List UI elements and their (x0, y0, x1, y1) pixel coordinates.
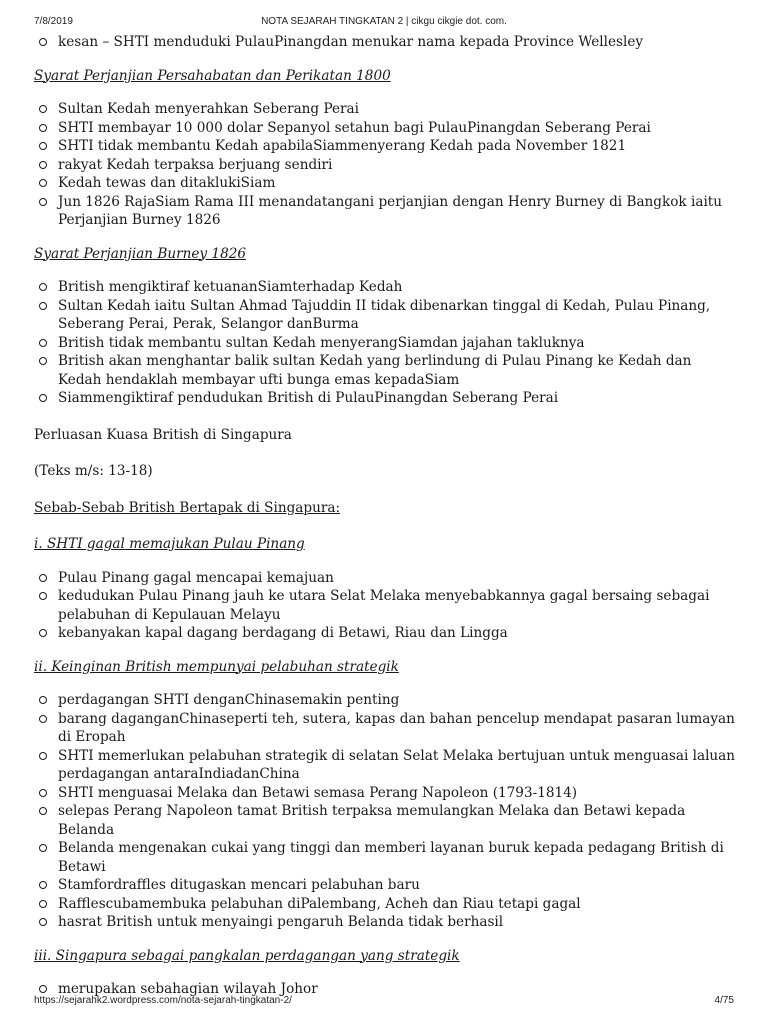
bullet-icon (39, 629, 47, 637)
print-date: 7/8/2019 (34, 16, 73, 27)
bullet-icon (39, 394, 47, 402)
list-item: Rafflescubamembuka pelabuhan diPalembang, Acheh dan Riau tetapi gagal (34, 895, 738, 914)
paragraph-sebab-heading: Sebab-Sebab British Bertapak di Singapura: (34, 499, 341, 516)
bullet-icon (39, 881, 47, 889)
list-item: kedudukan Pulau Pinang jauh ke utara Selat Melaka menyebabkannya gagal bersaing sebagai pelabuhan di Kepulauan Melayu (34, 587, 738, 624)
bullet-icon (39, 844, 47, 852)
list-item: Jun 1826 RajaSiam Rama III menandatangani perjanjian dengan Henry Burney di Bangkok iaitu Perjanjian Burney 1826 (34, 193, 738, 230)
list-item: Pulau Pinang gagal mencapai kemajuan (34, 569, 738, 588)
bullet-icon (39, 574, 47, 582)
list-item: barang daganganChinaseperti teh, sutera, kapas dan bahan pencelup mendapat pasaran lumayan di Eropah (34, 710, 738, 747)
bullet-icon (39, 592, 47, 600)
list-item: merupakan sebahagian wilayah Johor (34, 980, 738, 999)
list-item: Sultan Kedah iaitu Sultan Ahmad Tajuddin II tidak dibenarkan tinggal di Kedah, Pulau Pinang, Seberang Perai, Perak, Selangor danBurma (34, 297, 738, 334)
paragraph-perluasan: Perluasan Kuasa British di Singapura (34, 426, 292, 443)
bullet-icon (39, 789, 47, 797)
shti-gagal-list (34, 569, 738, 643)
perjanjian-burney-list (34, 278, 738, 408)
bullet-icon (39, 357, 47, 365)
section-heading-perjanjian-burney: Syarat Perjanjian Burney 1826 (34, 245, 247, 262)
bullet-icon (39, 918, 47, 926)
list-item: SHTI memerlukan pelabuhan strategik di selatan Selat Melaka bertujuan untuk menguasai laluan perdagangan antaraIndiadanChina (34, 747, 738, 784)
section-heading-shti-gagal: i. SHTI gagal memajukan Pulau Pinang (34, 536, 305, 552)
bullet-icon (39, 161, 47, 169)
section-heading-pelabuhan-strategik: ii. Keinginan British mempunyai pelabuhan strategik (34, 658, 399, 675)
bullet-icon (39, 105, 47, 113)
list-item: British tidak membantu sultan Kedah menyerangSiamdan jajahan takluknya (34, 334, 738, 353)
bullet-icon (39, 302, 47, 310)
list-item: British mengiktiraf ketuananSiamterhadap Kedah (34, 278, 738, 297)
list-item: British akan menghantar balik sultan Kedah yang berlindung di Pulau Pinang ke Kedah dan Kedah hendaklah membayar ufti bunga emas kepadaSiam (34, 352, 738, 389)
list-item: Siammengiktiraf pendudukan British di PulauPinangdan Seberang Perai (34, 389, 738, 408)
list-item: kesan – SHTI menduduki PulauPinangdan menukar nama kepada Province Wellesley (34, 33, 738, 52)
bullet-icon (39, 124, 47, 132)
bullet-icon (39, 715, 47, 723)
list-item: SHTI tidak membantu Kedah apabilaSiammenyerang Kedah pada November 1821 (34, 137, 738, 156)
list-item: kebanyakan kapal dagang berdagang di Betawi, Riau dan Lingga (34, 624, 738, 643)
perjanjian-1800-list (34, 100, 738, 230)
bullet-icon (39, 696, 47, 704)
list-item: Belanda mengenakan cukai yang tinggi dan memberi layanan buruk kepada pedagang British di Betawi (34, 839, 738, 876)
list-item: hasrat British untuk menyaingi pengaruh Belanda tidak berhasil (34, 913, 738, 932)
pelabuhan-strategik-list (34, 691, 738, 932)
bullet-icon (39, 807, 47, 815)
section-heading-perjanjian-1800: Syarat Perjanjian Persahabatan dan Perikatan 1800 (34, 67, 391, 84)
bullet-icon (39, 985, 47, 993)
bullet-icon (39, 38, 47, 46)
bullet-icon (39, 142, 47, 150)
list-item: SHTI membayar 10 000 dolar Sepanyol setahun bagi PulauPinangdan Seberang Perai (34, 119, 738, 138)
list-item: selepas Perang Napoleon tamat British terpaksa memulangkan Melaka dan Betawi kepada Belanda (34, 802, 738, 839)
page-number: 4/75 (714, 995, 734, 1006)
bullet-icon (39, 179, 47, 187)
page-header (34, 16, 734, 30)
bullet-icon (39, 900, 47, 908)
list-item: Sultan Kedah menyerahkan Seberang Perai (34, 100, 738, 119)
document-body (34, 33, 738, 999)
list-item: SHTI menguasai Melaka dan Betawi semasa Perang Napoleon (1793-1814) (34, 784, 738, 803)
list-item: Stamfordraffles ditugaskan mencari pelabuhan baru (34, 876, 738, 895)
intro-list (34, 33, 738, 52)
paragraph-teks-reference: (Teks m/s: 13-18) (34, 463, 153, 479)
section-heading-singapura-pangkalan: iii. Singapura sebagai pangkalan perdagangan yang strategik (34, 947, 460, 964)
list-item: Kedah tewas dan ditaklukiSiam (34, 174, 738, 193)
page-footer (34, 995, 734, 1009)
bullet-icon (39, 283, 47, 291)
list-item: rakyat Kedah terpaksa berjuang sendiri (34, 156, 738, 175)
bullet-icon (39, 198, 47, 206)
bullet-icon (39, 339, 47, 347)
list-item: perdagangan SHTI denganChinasemakin penting (34, 691, 738, 710)
bullet-icon (39, 752, 47, 760)
page-url: https://sejarahk2.wordpress.com/nota-sejarah-tingkatan-2/ (34, 995, 292, 1006)
page-title: NOTA SEJARAH TINGKATAN 2 | cikgu cikgie dot. com. (261, 16, 507, 27)
